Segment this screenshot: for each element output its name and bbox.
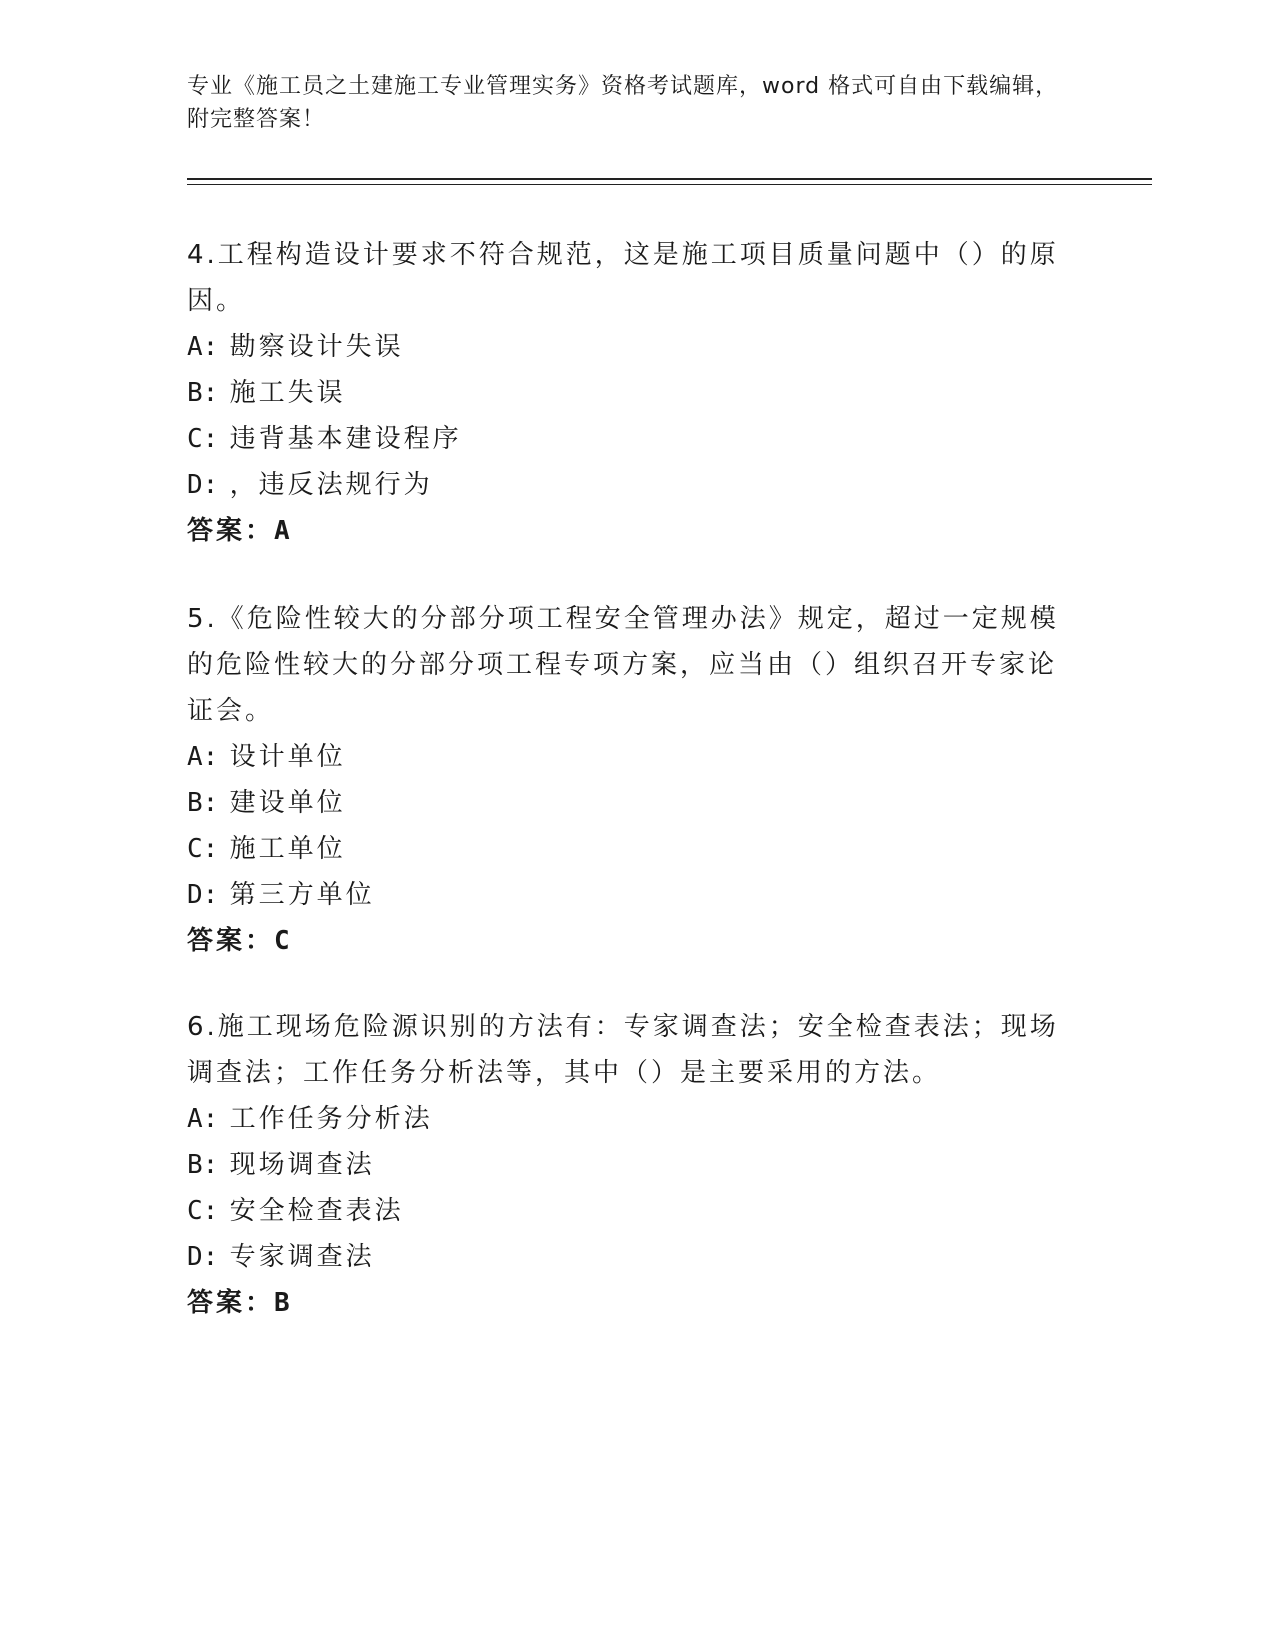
option-text: 工作任务分析法 bbox=[229, 1104, 433, 1134]
option-c bbox=[187, 826, 1067, 872]
option-letter: B: bbox=[187, 788, 219, 818]
answer-value: A bbox=[274, 516, 290, 546]
option-text: 勘察设计失误 bbox=[229, 332, 404, 362]
answer-line bbox=[187, 508, 1067, 554]
option-a bbox=[187, 734, 1067, 780]
header-divider-thick bbox=[187, 178, 1152, 180]
option-a bbox=[187, 1096, 1067, 1142]
option-letter: D: bbox=[187, 1242, 219, 1272]
option-text: 专家调查法 bbox=[229, 1242, 375, 1272]
option-text: 施工单位 bbox=[229, 834, 346, 864]
answer-line bbox=[187, 1280, 1067, 1326]
option-letter: C: bbox=[187, 834, 219, 864]
option-letter: A: bbox=[187, 1104, 219, 1134]
option-text: 建设单位 bbox=[229, 788, 346, 818]
option-text: 施工失误 bbox=[229, 378, 346, 408]
answer-value: C bbox=[274, 926, 290, 956]
question-block bbox=[187, 1004, 1067, 1326]
option-a bbox=[187, 324, 1067, 370]
option-letter: A: bbox=[187, 332, 219, 362]
option-b bbox=[187, 780, 1067, 826]
option-b bbox=[187, 370, 1067, 416]
option-text: 设计单位 bbox=[229, 742, 346, 772]
answer-line bbox=[187, 918, 1067, 964]
option-b bbox=[187, 1142, 1067, 1188]
question-text: 6.施工现场危险源识别的方法有：专家调查法；安全检查表法；现场调查法；工作任务分析法等，其中（）是主要采用的方法。 bbox=[187, 1012, 1059, 1088]
option-text: 违背基本建设程序 bbox=[229, 424, 462, 454]
option-letter: D: bbox=[187, 880, 219, 910]
answer-label: 答案： bbox=[187, 926, 275, 956]
option-letter: B: bbox=[187, 1150, 219, 1180]
header-divider-thin bbox=[187, 184, 1152, 185]
option-d bbox=[187, 462, 1067, 508]
option-text: 安全检查表法 bbox=[229, 1196, 404, 1226]
option-d bbox=[187, 872, 1067, 918]
option-letter: B: bbox=[187, 378, 219, 408]
option-c bbox=[187, 1188, 1067, 1234]
answer-value: B bbox=[274, 1288, 290, 1318]
option-text: ，违反法规行为 bbox=[229, 470, 433, 500]
question-block bbox=[187, 596, 1067, 964]
option-letter: A: bbox=[187, 742, 219, 772]
question-text: 4.工程构造设计要求不符合规范，这是施工项目质量问题中（）的原因。 bbox=[187, 240, 1059, 316]
option-letter: C: bbox=[187, 424, 219, 454]
option-c bbox=[187, 416, 1067, 462]
question-text: 5.《危险性较大的分部分项工程安全管理办法》规定，超过一定规模的危险性较大的分部分项工程专项方案，应当由（）组织召开专家论证会。 bbox=[187, 604, 1059, 726]
option-d bbox=[187, 1234, 1067, 1280]
answer-label: 答案： bbox=[187, 1288, 275, 1318]
option-text: 现场调查法 bbox=[229, 1150, 375, 1180]
option-letter: D: bbox=[187, 470, 219, 500]
document-header: 专业《施工员之土建施工专业管理实务》资格考试题库，word 格式可自由下载编辑，附完整答案！ bbox=[187, 74, 1059, 132]
answer-label: 答案： bbox=[187, 516, 275, 546]
option-text: 第三方单位 bbox=[229, 880, 375, 910]
option-letter: C: bbox=[187, 1196, 219, 1226]
question-block bbox=[187, 232, 1067, 554]
